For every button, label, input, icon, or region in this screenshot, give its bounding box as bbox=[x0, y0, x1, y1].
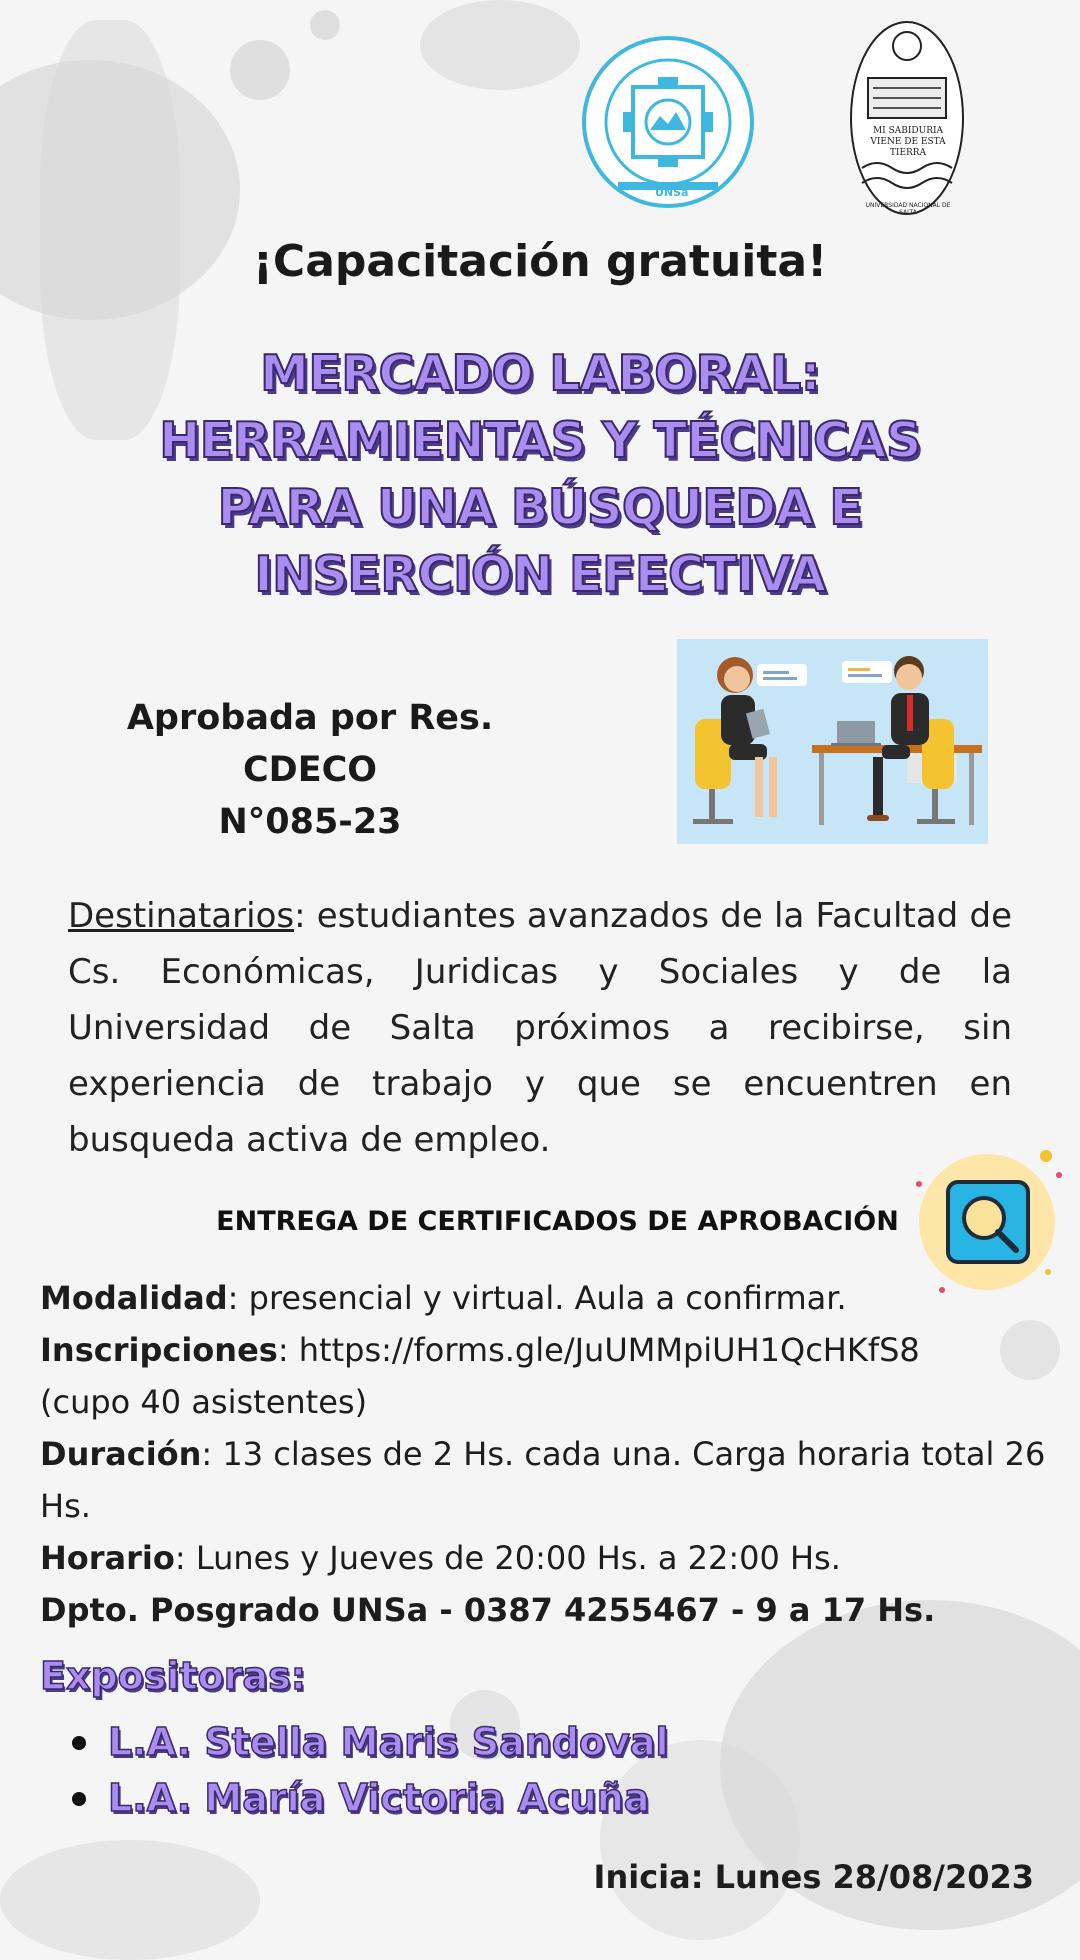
speaker-item bbox=[70, 1714, 669, 1770]
approval-resolution bbox=[60, 692, 560, 848]
approval-line: Aprobada por Res. CDECO bbox=[126, 698, 494, 790]
modality-label: Modalidad bbox=[40, 1279, 228, 1317]
schedule-value: : Lunes y Jueves de 20:00 Hs. a 22:00 Hs. bbox=[174, 1539, 841, 1577]
course-details bbox=[40, 1272, 1050, 1636]
seal-name: UNIVERSIDAD NACIONAL DE SALTA bbox=[865, 202, 951, 216]
speakers-title: Expositoras: bbox=[40, 1654, 306, 1698]
registration-link[interactable]: : https://forms.gle/JuUMMpiUH1QcHKfS8 bbox=[277, 1331, 920, 1369]
schedule-label: Horario bbox=[40, 1539, 175, 1577]
start-date: Inicia: Lunes 28/08/2023 bbox=[593, 1858, 1034, 1896]
faculty-logo-abbr: UNSa bbox=[655, 186, 689, 199]
speakers-list bbox=[70, 1714, 669, 1826]
modality-value: : presencial y virtual. Aula a confirmar. bbox=[227, 1279, 847, 1317]
certificates-note: ENTREGA DE CERTIFICADOS DE APROBACIÓN bbox=[216, 1206, 899, 1237]
registration-row bbox=[40, 1324, 1050, 1376]
faculty-logo bbox=[578, 32, 758, 212]
course-title-line: MERCADO LABORAL: bbox=[260, 345, 820, 402]
contact-row bbox=[40, 1584, 1050, 1636]
speaker-name: L.A. María Victoria Acuña bbox=[108, 1776, 650, 1820]
duration-label: Duración bbox=[40, 1435, 202, 1473]
seal-motto: MI SABIDURIA VIENE DE ESTA TIERRA bbox=[870, 126, 946, 158]
interview-illustration bbox=[677, 639, 988, 844]
target-audience-text: : estudiantes avanzados de la Facultad de Cs. Económicas, Juridicas y Sociales y de la Universidad de Salta próximos a recibirse, sin experiencia de trabajo y que se encuentren en busqueda activa de empleo. bbox=[68, 896, 1012, 1160]
headline: ¡Capacitación gratuita! bbox=[252, 236, 828, 287]
speaker-name: L.A. Stella Maris Sandoval bbox=[108, 1720, 669, 1764]
course-title-line: PARA UNA BÚSQUEDA E bbox=[217, 479, 863, 536]
duration-value: : 13 clases de 2 Hs. cada una. Carga horaria total 26 Hs. bbox=[40, 1435, 1046, 1525]
speaker-item bbox=[70, 1770, 669, 1826]
modality-row bbox=[40, 1272, 1050, 1324]
duration-row bbox=[40, 1428, 1050, 1532]
registration-label: Inscripciones bbox=[40, 1331, 278, 1369]
course-title-line: INSERCIÓN EFECTIVA bbox=[254, 546, 826, 603]
university-seal bbox=[848, 18, 966, 218]
capacity-row: (cupo 40 asistentes) bbox=[40, 1383, 368, 1421]
contact-info: Dpto. Posgrado UNSa - 0387 4255467 - 9 a 17 Hs. bbox=[40, 1591, 936, 1629]
bullet-icon bbox=[72, 1792, 86, 1806]
bullet-icon bbox=[72, 1736, 86, 1750]
approval-line: N°085-23 bbox=[218, 802, 402, 842]
schedule-row bbox=[40, 1532, 1050, 1584]
target-audience bbox=[68, 888, 1012, 1168]
course-title-line: HERRAMIENTAS Y TÉCNICAS bbox=[159, 412, 921, 469]
course-title bbox=[0, 340, 1080, 608]
target-audience-label: Destinatarios bbox=[68, 896, 295, 936]
